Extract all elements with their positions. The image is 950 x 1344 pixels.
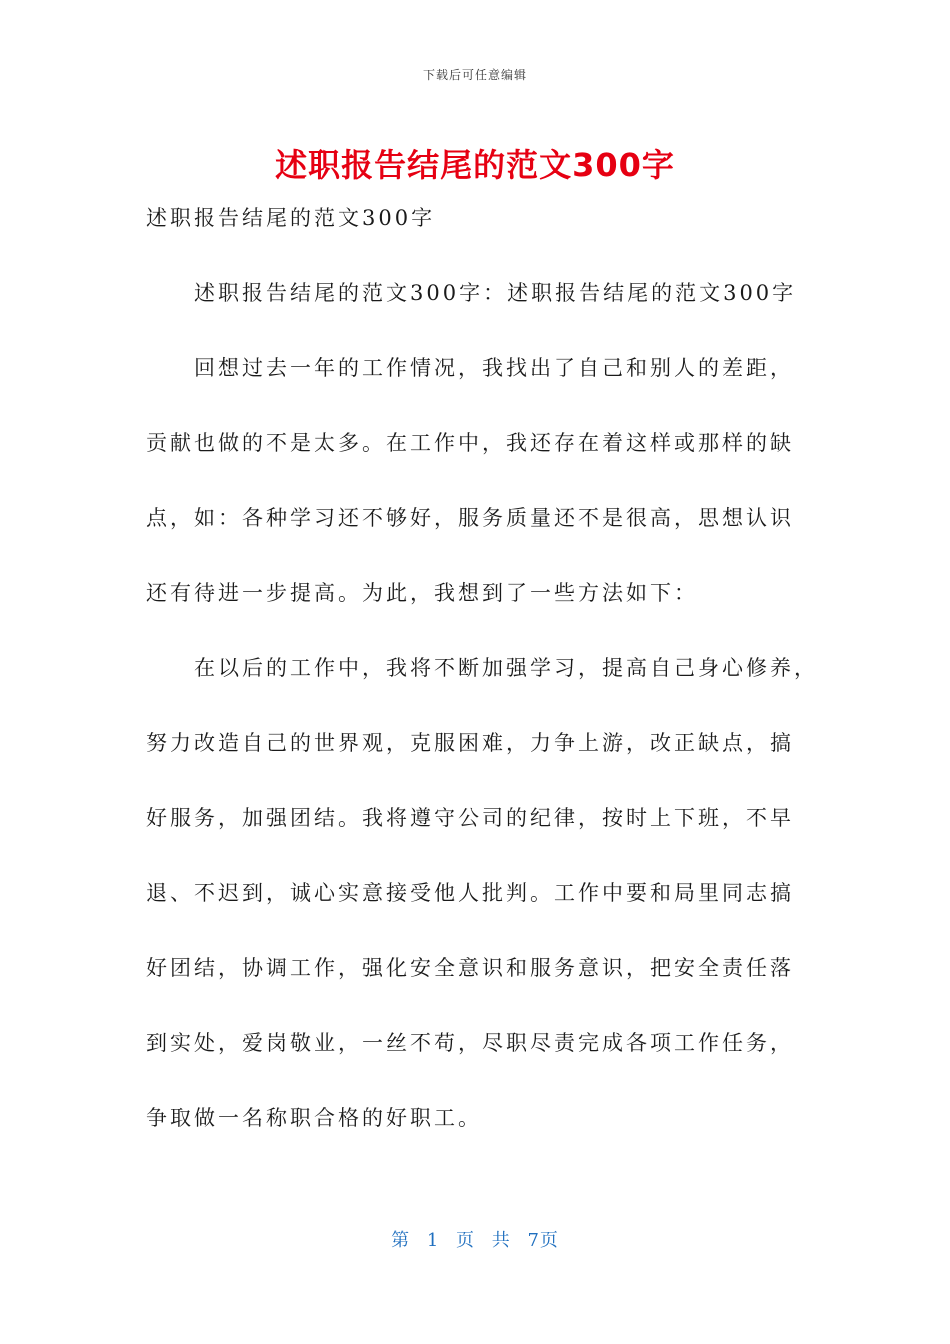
paragraph-intro: [146, 275, 806, 312]
paragraph-line: 好服务，加强团结。我将遵守公司的纪律，按时上下班，不早: [146, 806, 794, 830]
paragraph-line: 还有待进一步提高。为此，我想到了一些方法如下：: [146, 581, 698, 605]
paragraph-plan: [146, 650, 818, 1137]
header-note: 下载后可任意编辑: [422, 68, 527, 82]
paragraph-line: 好团结，协调工作，强化安全意识和服务意识，把安全责任落: [146, 956, 794, 980]
document-title: 述职报告结尾的范文300字: [275, 146, 675, 184]
paragraph-line: 在以后的工作中，我将不断加强学习，提高自己身心修养，: [194, 656, 818, 680]
paragraph-line: 点，如：各种学习还不够好，服务质量还不是很高，思想认识: [146, 506, 794, 530]
document-body: [146, 200, 818, 1175]
paragraph-line: 述职报告结尾的范文300字：述职报告结尾的范文300字: [194, 281, 797, 305]
paragraph-reflection: [146, 350, 806, 612]
footer-total-pages: 7页: [527, 1230, 559, 1251]
paragraph-line: 回想过去一年的工作情况，我找出了自己和别人的差距，: [194, 356, 794, 380]
footer-page-label: 第: [391, 1230, 411, 1251]
footer-total-label: 共: [491, 1230, 511, 1251]
paragraph-line: 退、不迟到，诚心实意接受他人批判。工作中要和局里同志搞: [146, 881, 794, 905]
footer-page-unit: 页: [456, 1230, 475, 1251]
page-footer: [0, 1226, 950, 1252]
paragraph-line: 到实处，爱岗敬业，一丝不苟，尽职尽责完成各项工作任务，: [146, 1031, 794, 1055]
paragraph-line: 努力改造自己的世界观，克服困难，力争上游，改正缺点，搞: [146, 731, 794, 755]
footer-current-page: 1: [426, 1230, 440, 1251]
document-subtitle: 述职报告结尾的范文300字: [146, 206, 436, 230]
paragraph-line: 贡献也做的不是太多。在工作中，我还存在着这样或那样的缺: [146, 431, 794, 455]
paragraph-line: 争取做一名称职合格的好职工。: [146, 1106, 482, 1130]
